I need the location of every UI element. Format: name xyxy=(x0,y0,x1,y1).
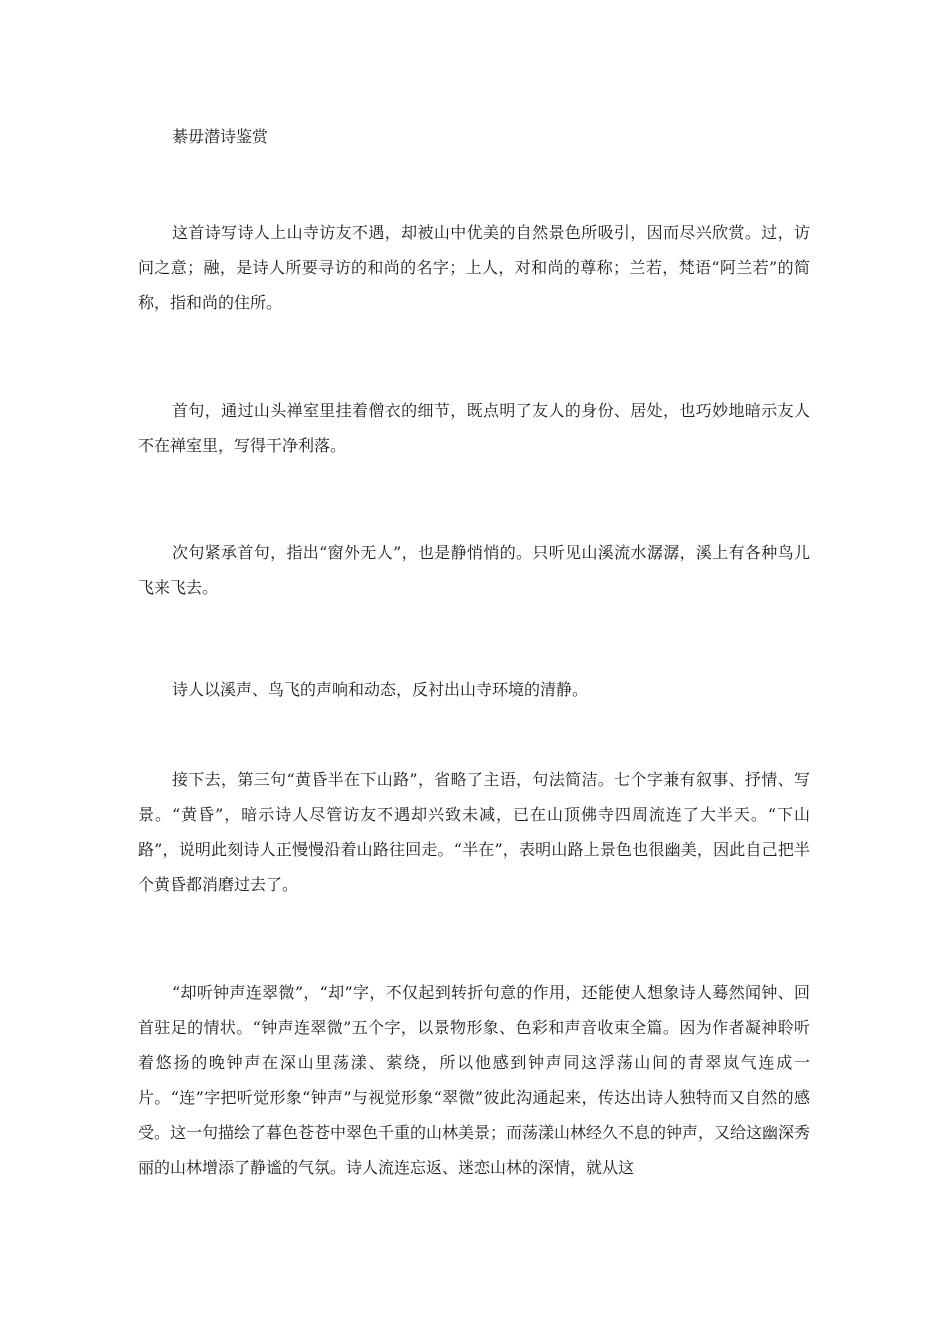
paragraph-1: 这首诗写诗人上山寺访友不遇，却被山中优美的自然景色所吸引，因而尽兴欣赏。过，访问之意；融，是诗人所要寻访的和尚的名字；上人，对和尚的尊称；兰若，梵语“阿兰若”的简称，指和尚的住所。 xyxy=(138,223,810,312)
paragraph-2: 首句，通过山头禅室里挂着僧衣的细节，既点明了友人的身份、居处，也巧妙地暗示友人不在禅室里，写得干净利落。 xyxy=(138,401,810,455)
paragraph-5: 接下去，第三句“黄昏半在下山路”，省略了主语，句法简洁。七个字兼有叙事、抒情、写景。“黄昏”，暗示诗人尽管访友不遇却兴致未减，已在山顶佛寺四周流连了大半天。“下山路”，说明此刻诗人正慢慢沿着山路往回走。“半在”，表明山路上景色也很幽美，因此自己把半个黄昏都消磨过去了。 xyxy=(138,770,810,894)
paragraph-6: “却听钟声连翠微”，“却”字，不仅起到转折句意的作用，还能使人想象诗人蓦然闻钟、回首驻足的情状。“钟声连翠微”五个字，以景物形象、色彩和声音收束全篇。因为作者凝神聆听着悠扬的晚钟声在深山里荡漾、萦绕，所以他感到钟声同这浮荡山间的青翠岚气连成一片。“连”字把听觉形象“钟声”与视觉形象“翠微”彼此沟通起来，传达出诗人独特而又自然的感受。这一句描绘了暮色苍苍中翠色千重的山林美景；而荡漾山林经久不息的钟声，又给这幽深秀丽的山林增添了静谧的气氛。诗人流连忘返、迷恋山林的深情，就从这 xyxy=(138,983,811,1177)
document-title: 綦毋潜诗鉴赏 xyxy=(172,127,269,146)
paragraph-3: 次句紧承首句，指出“窗外无人”，也是静悄悄的。只听见山溪流水潺潺，溪上有各种鸟儿飞来飞去。 xyxy=(138,543,810,597)
paragraph-4: 诗人以溪声、鸟飞的声响和动态，反衬出山寺环境的清静。 xyxy=(172,680,589,699)
